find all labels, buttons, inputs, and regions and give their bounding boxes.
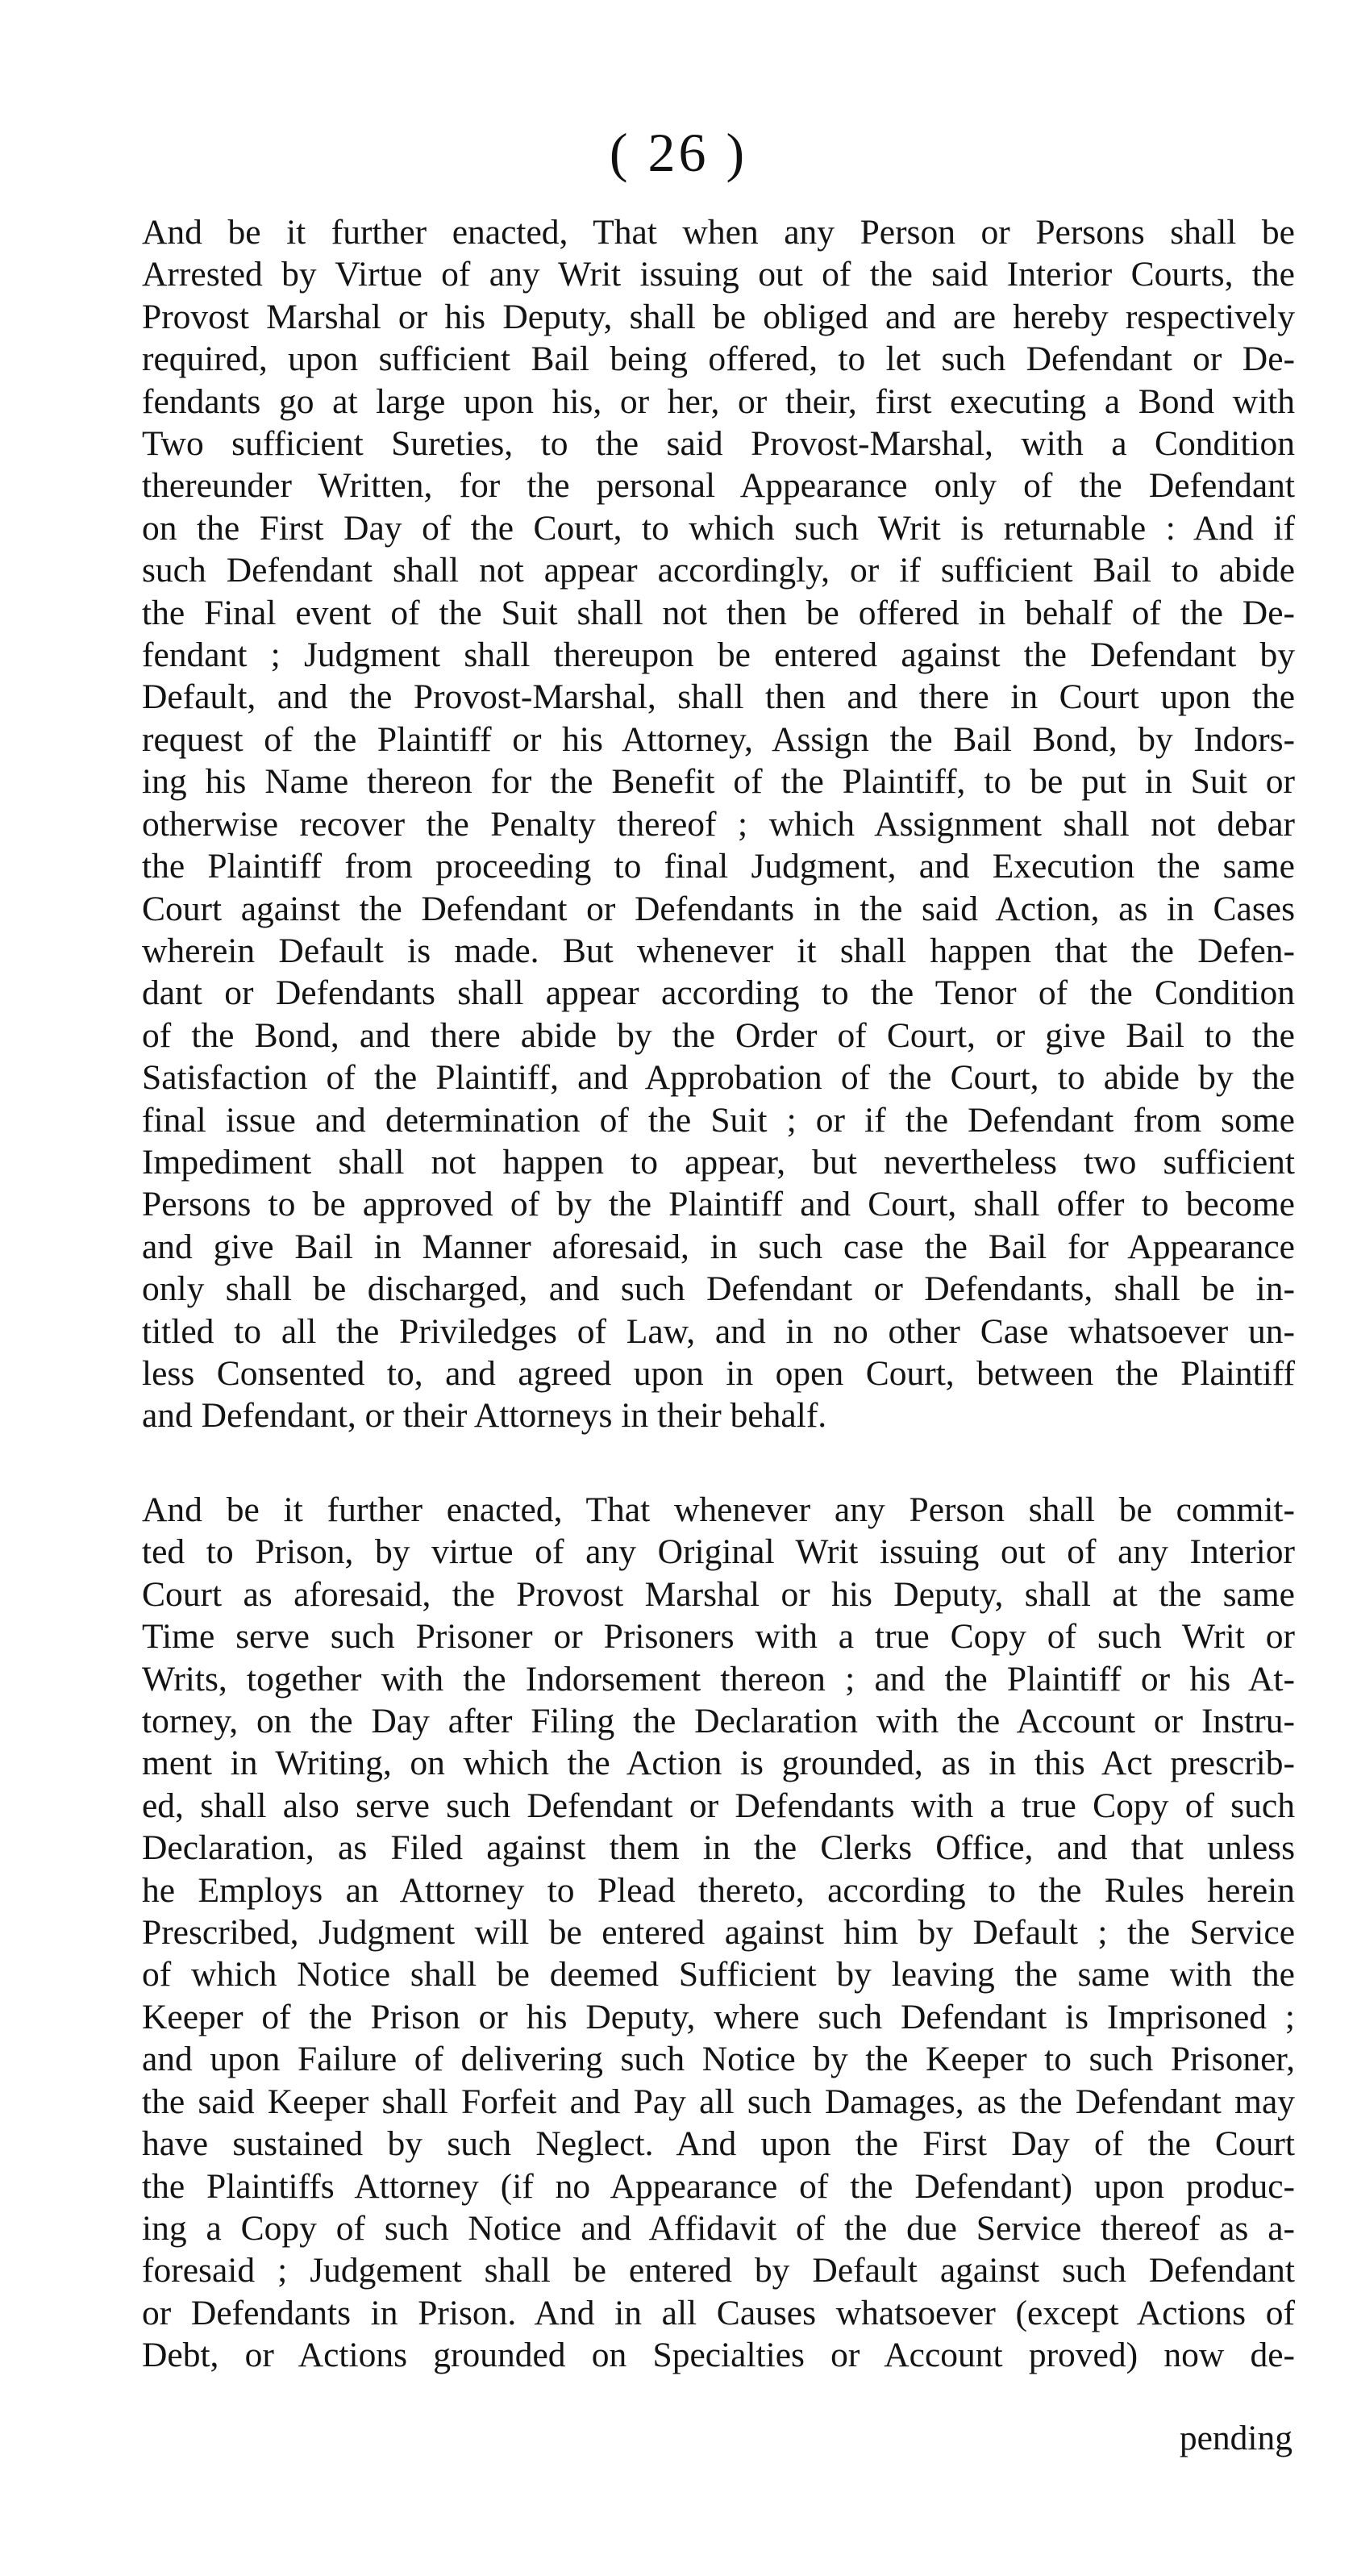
page-number: ( 26 ): [609, 122, 748, 183]
text-line: Time serve such Prisoner or Prisoners with a true Copy of such Writ or: [142, 1617, 1295, 1657]
text-line: Provost Marshal or his Deputy, shall be obliged and are hereby respectively: [142, 297, 1295, 336]
text-line: ing his Name thereon for the Benefit of the Plaintiff, to be put in Suit or: [142, 762, 1295, 802]
text-line: and give Bail in Manner aforesaid, in such case the Bail for Appearance: [142, 1227, 1295, 1266]
text-line: the Final event of the Suit shall not then be offered in behalf of the De-: [142, 593, 1295, 632]
text-line: ted to Prison, by virtue of any Original Writ issuing out of any Interior: [142, 1532, 1295, 1572]
text-line: Default, and the Provost-Marshal, shall then and there in Court upon the: [142, 677, 1295, 717]
text-line: final issue and determination of the Suit ; or if the Defendant from some: [142, 1100, 1295, 1140]
text-line: the said Keeper shall Forfeit and Pay all such Damages, as the Defendant may: [142, 2082, 1295, 2121]
text-line: or Defendants in Prison. And in all Causes whatsoever (except Actions of: [142, 2293, 1295, 2332]
text-line: Impediment shall not happen to appear, but nevertheless two sufficient: [142, 1142, 1295, 1182]
text-line: the Plaintiff from proceeding to final Judgment, and Execution the same: [142, 847, 1295, 886]
text-line: Persons to be approved of by the Plaintiff and Court, shall offer to become: [142, 1185, 1295, 1224]
catchword: pending: [1179, 2419, 1292, 2457]
text-line: ment in Writing, on which the Action is grounded, as in this Act prescrib-: [142, 1744, 1295, 1783]
text-line: Court as aforesaid, the Provost Marshal or his Deputy, shall at the same: [142, 1574, 1295, 1614]
text-line: Keeper of the Prison or his Deputy, where such Defendant is Imprisoned ;: [142, 1997, 1295, 2036]
text-line: request of the Plaintiff or his Attorney, Assign the Bail Bond, by Indors-: [142, 719, 1295, 759]
text-line: fendants go at large upon his, or her, or their, first executing a Bond with: [142, 381, 1295, 421]
text-line: on the First Day of the Court, to which such Writ is returnable : And if: [142, 508, 1295, 548]
text-line: dant or Defendants shall appear according to the Tenor of the Condition: [142, 973, 1295, 1013]
text-line: wherein Default is made. But whenever it shall happen that the Defen-: [142, 931, 1295, 970]
paragraph-2: [142, 1489, 1295, 2377]
text-line: Prescribed, Judgment will be entered against him by Default ; the Service: [142, 1913, 1295, 1953]
text-line: otherwise recover the Penalty thereof ; which Assignment shall not debar: [142, 804, 1295, 844]
text-line: titled to all the Priviledges of Law, and in no other Case whatsoever un-: [142, 1311, 1295, 1351]
paragraph-1: [142, 211, 1295, 1437]
text-line: required, upon sufficient Bail being offered, to let such Defendant or De-: [142, 340, 1295, 379]
text-line: and Defendant, or their Attorneys in their behalf.: [142, 1396, 827, 1436]
text-line: and upon Failure of delivering such Notice by the Keeper to such Prisoner,: [142, 2040, 1295, 2079]
text-line: Two sufficient Sureties, to the said Provost-Marshal, with a Condition: [142, 424, 1295, 464]
text-line: of the Bond, and there abide by the Order of Court, or give Bail to the: [142, 1015, 1295, 1055]
text-line: Satisfaction of the Plaintiff, and Approbation of the Court, to abide by the: [142, 1058, 1295, 1098]
text-line: fendant ; Judgment shall thereupon be entered against the Defendant by: [142, 636, 1295, 675]
text-line: Court against the Defendant or Defendants in the said Action, as in Cases: [142, 889, 1295, 928]
text-line: of which Notice shall be deemed Sufficient by leaving the same with the: [142, 1955, 1295, 1995]
text-line: ed, shall also serve such Defendant or Defendants with a true Copy of such: [142, 1786, 1295, 1825]
text-line: less Consented to, and agreed upon in open Court, between the Plaintiff: [142, 1353, 1295, 1393]
text-line: thereunder Written, for the personal Appearance only of the Defendant: [142, 466, 1295, 506]
text-line: Arrested by Virtue of any Writ issuing out of the said Interior Courts, the: [142, 255, 1295, 294]
text-line: foresaid ; Judgement shall be entered by Default against such Defendant: [142, 2251, 1295, 2290]
text-line: Debt, or Actions grounded on Specialties or Account proved) now de-: [142, 2336, 1295, 2375]
text-line: torney, on the Day after Filing the Declaration with the Account or Instru-: [142, 1702, 1295, 1741]
text-line: ing a Copy of such Notice and Affidavit of the due Service thereof as a-: [142, 2208, 1295, 2248]
text-line: only shall be discharged, and such Defendant or Defendants, shall be in-: [142, 1269, 1295, 1309]
text-line: And be it further enacted, That when any Person or Persons shall be: [142, 213, 1295, 252]
text-line: And be it further enacted, That whenever any Person shall be commit-: [142, 1490, 1295, 1529]
text-line: the Plaintiffs Attorney (if no Appearance of the Defendant) upon produc-: [142, 2166, 1295, 2206]
text-line: Writs, together with the Indorsement thereon ; and the Plaintiff or his At-: [142, 1659, 1295, 1699]
text-line: Declaration, as Filed against them in the Clerks Office, and that unless: [142, 1828, 1295, 1868]
text-line: he Employs an Attorney to Plead thereto, according to the Rules herein: [142, 1870, 1295, 1910]
text-line: such Defendant shall not appear accordingly, or if sufficient Bail to abide: [142, 551, 1295, 590]
text-line: have sustained by such Neglect. And upon the First Day of the Court: [142, 2124, 1295, 2164]
